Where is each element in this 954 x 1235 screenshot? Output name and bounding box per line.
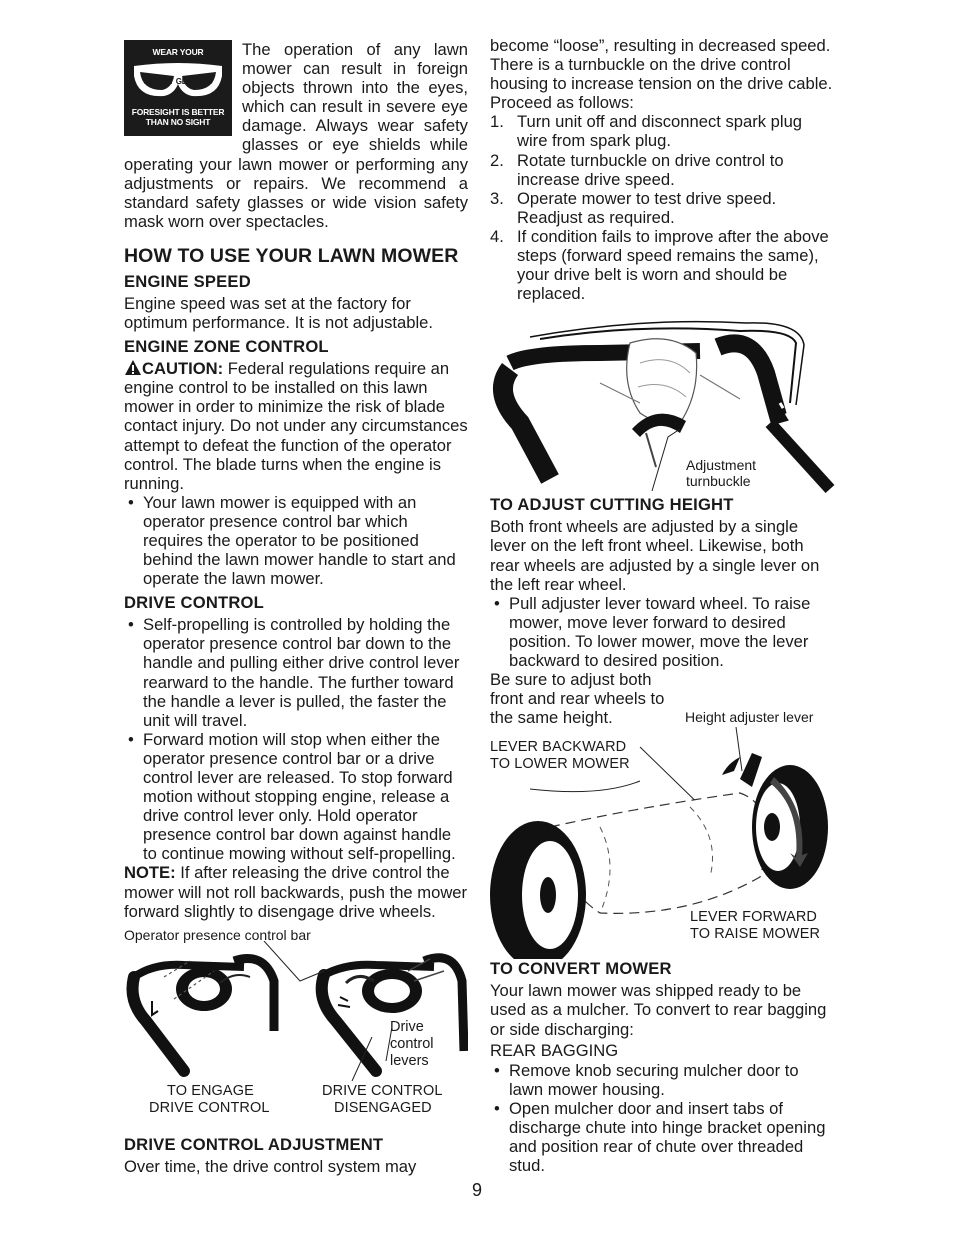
turnbuckle-figure (490, 303, 835, 495)
cutting-height-bullets (490, 594, 835, 670)
note-label: NOTE: (124, 863, 176, 883)
lever-backward-label-2: TO LOWER MOWER (490, 756, 630, 773)
disengaged-label-1: DRIVE CONTROL (322, 1082, 443, 1099)
how-to-title: HOW TO USE YOUR LAWN MOWER (124, 244, 459, 267)
list-item: • Remove knob securing mulcher door to lawn mower housing. (494, 1060, 799, 1099)
badge-line-1: WEAR YOUR (152, 47, 204, 57)
intro-text-beside: The operation of any lawn mower can result in foreign objects thrown into the eyes, which can result in severe eye damage. Always wear (242, 40, 468, 136)
caution-label: CAUTION: (142, 359, 224, 379)
list-item: 1. Turn unit off and disconnect spark plug wire from spark plug. (490, 112, 803, 151)
badge-line-4: THAN NO SIGHT (145, 117, 211, 127)
right-column (490, 36, 835, 1175)
intro-text-below: safety glasses or eye shields while operating your lawn mower or performing any adjustments or repairs. We recommend a standard safety glasses or wide vision safety mask worn over spectacles. (124, 116, 468, 231)
page-number: 9 (472, 1180, 483, 1200)
drive-levers-label: Drive control levers (390, 1018, 434, 1069)
caution-paragraph (124, 359, 468, 493)
badge-line-2: SAFETY GLASSES (143, 77, 213, 86)
list-item: 2. Rotate turnbuckle on drive control to increase drive speed. (490, 150, 784, 189)
engine-zone-bullets (124, 493, 468, 588)
cutting-height-text: Both front wheels are adjusted by a single lever on the left front wheel. Likewise, both rear wheels are adjusted by a single lever on the left rear wheel. (490, 517, 820, 594)
left-column (124, 36, 468, 1176)
lever-forward-label-1: LEVER FORWARD (690, 909, 817, 926)
drive-adjustment-title: DRIVE CONTROL ADJUSTMENT (124, 1134, 384, 1154)
turnbuckle-label: Adjustment turnbuckle (686, 457, 757, 490)
drive-adjustment-text-cont: become “loose”, resulting in decreased speed. There is a turnbuckle on the drive control housing to increase tension on the drive cable. Proceed as follows: (490, 36, 833, 113)
drive-control-title: DRIVE CONTROL (124, 593, 264, 613)
drive-adjustment-text-start: Over time, the drive control system may (124, 1156, 417, 1176)
list-item: • Self-propelling is controlled by holding the operator presence control bar down to the handle and pulling either drive control lever rearward to the handle. The further toward the handle a lever is pulled, the faster the unit will travel. (128, 615, 460, 730)
drive-adjustment-steps (490, 112, 835, 303)
note-text: If after releasing the drive control the mower will not roll backwards, push the mower forward slightly to disengage drive wheels. (124, 863, 468, 921)
engage-label-1: TO ENGAGE (167, 1082, 254, 1099)
list-item: 4. If condition fails to improve after the above steps (forward speed remains the same), your drive belt is worn and should be replaced. (490, 226, 829, 304)
convert-title: TO CONVERT MOWER (490, 959, 672, 979)
rear-bagging-bullets (490, 1061, 835, 1176)
drive-control-figure (124, 927, 468, 1135)
list-item: • Open mulcher door and insert tabs of discharge chute into hinge bracket opening and position rear of chute over threaded stud. (494, 1098, 826, 1176)
operator-bar-label: Operator presence control bar (124, 926, 311, 943)
badge-line-3: FORESIGHT IS BETTER (131, 107, 225, 117)
caution-text: Federal regulations require an engine control to be installed on this lawn mower in order to minimize the risk of blade contact injury. Do not under any circumstances attempt to defeat the function of the operator control. The blade turns when the engine is running. (124, 359, 468, 493)
list-item: • Pull adjuster lever toward wheel. To raise mower, move lever forward to desired position. To lower mower, move the lever backward to desired position. (494, 593, 811, 670)
lever-forward-label-2: TO RAISE MOWER (690, 926, 821, 943)
cutting-height-title: TO ADJUST CUTTING HEIGHT (490, 495, 734, 515)
turnbuckle-illustration (490, 303, 835, 495)
engage-label-2: DRIVE CONTROL (149, 1099, 270, 1116)
list-item: • Your lawn mower is equipped with an operator presence control bar which requires the operator to be positioned behind the lawn mower handle to start and operate the lawn mower. (128, 492, 456, 589)
list-item: 3. Operate mower to test drive speed. Readjust as required. (490, 188, 777, 227)
disengaged-label-2: DISENGAGED (334, 1099, 432, 1116)
cutting-height-text-after: Be sure to adjust both front and rear wheels to the same height. (490, 670, 665, 728)
caution-warning-icon (124, 359, 142, 376)
drive-control-bullets (124, 615, 468, 863)
lever-backward-label-1: LEVER BACKWARD (490, 739, 627, 756)
engine-speed-title: ENGINE SPEED (124, 271, 251, 291)
height-adjuster-figure (490, 709, 835, 979)
height-adjuster-label: Height adjuster lever (685, 709, 814, 726)
rear-bagging-title: REAR BAGGING (490, 1040, 619, 1060)
engine-speed-text: Engine speed was set at the factory for optimum performance. It is not adjustable. (124, 293, 433, 333)
convert-text: Your lawn mower was shipped ready to be used as a mulcher. To convert to rear bagging or side discharging: (490, 981, 827, 1039)
safety-glasses-badge (124, 40, 232, 136)
drive-control-note (124, 863, 468, 920)
engine-zone-title: ENGINE ZONE CONTROL (124, 337, 329, 357)
list-item: • Forward motion will stop when either the operator presence control bar or a drive control lever are released. To stop forward motion without stopping engine, release a drive control lever only. Hold operator presence control bar down against handle to continue mowing without self-propelling. (128, 729, 456, 864)
